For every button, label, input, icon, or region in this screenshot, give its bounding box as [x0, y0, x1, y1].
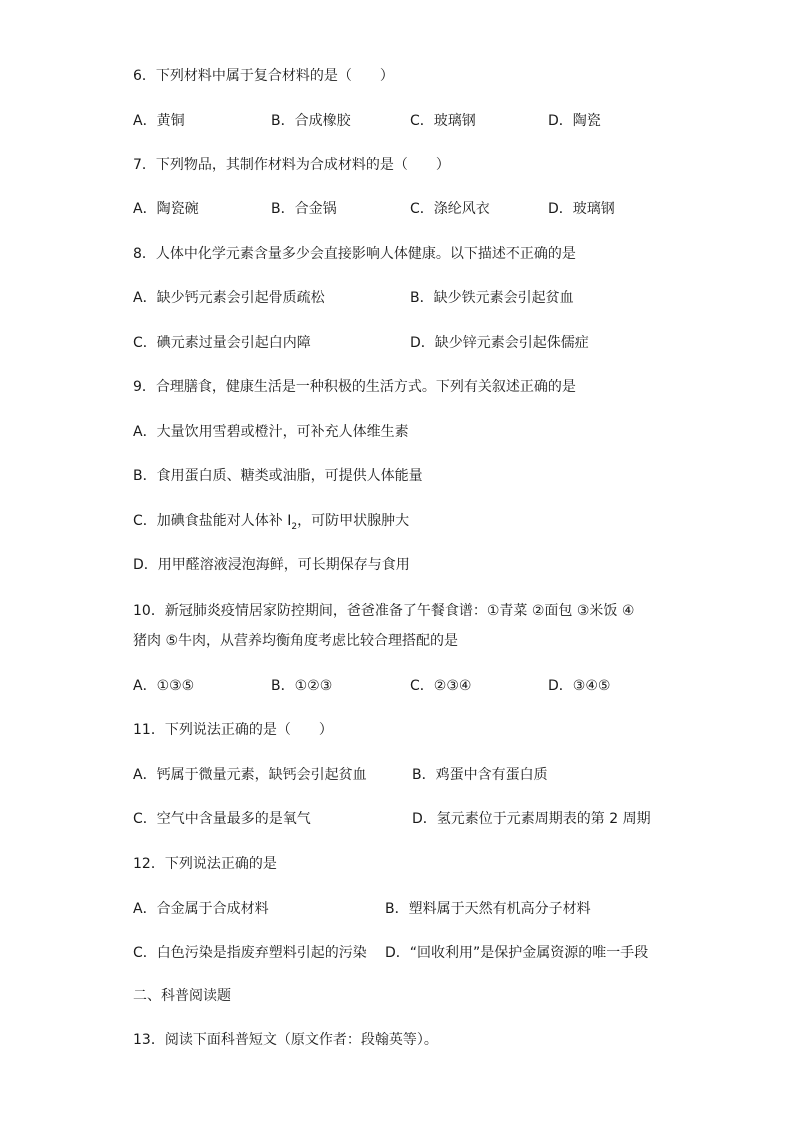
question-7-option-c: C．涤纶风衣: [410, 201, 490, 217]
question-11-option-a: A．钙属于微量元素，缺钙会引起贫血: [133, 767, 367, 783]
question-6-option-c: C．玻璃钢: [410, 113, 476, 129]
question-12-option-c: C．白色污染是指废弃塑料引起的污染: [133, 945, 367, 961]
question-12-option-a: A．合金属于合成材料: [133, 901, 269, 917]
question-13-stem: 13．阅读下面科普短文（原文作者：段翰英等）。: [133, 1032, 438, 1048]
question-8-option-a: A．缺少钙元素会引起骨质疏松: [133, 290, 325, 306]
question-11-option-b: B．鸡蛋中含有蛋白质: [412, 767, 548, 783]
question-10-stem-line-1: 10．新冠肺炎疫情居家防控期间，爸爸准备了午餐食谱：①青菜 ②面包 ③米饭 ④: [133, 603, 635, 619]
question-9-option-c: [133, 511, 409, 531]
question-6-option-b: B．合成橡胶: [271, 113, 351, 129]
question-12-option-b: B．塑料属于天然有机高分子材料: [385, 901, 591, 917]
question-9-option-a: A．大量饮用雪碧或橙汁，可补充人体维生素: [133, 424, 409, 440]
question-7-option-a: A．陶瓷碗: [133, 201, 199, 217]
question-10-option-b: B．①②③: [271, 678, 333, 694]
question-9-stem: 9．合理膳食，健康生活是一种积极的生活方式。下列有关叙述正确的是: [133, 379, 576, 395]
question-11-stem: 11．下列说法正确的是（ ）: [133, 722, 333, 738]
question-8-option-d: D．缺少锌元素会引起侏儒症: [410, 335, 589, 351]
question-9-option-d: D．用甲醛溶液浸泡海鲜，可长期保存与食用: [133, 557, 410, 573]
question-8-stem: 8．人体中化学元素含量多少会直接影响人体健康。以下描述不正确的是: [133, 246, 576, 262]
question-9-option-c-subscript: 2: [291, 521, 298, 532]
question-10-option-d: D．③④⑤: [548, 678, 611, 694]
question-10-option-c: C．②③④: [410, 678, 472, 694]
question-7-stem: 7．下列物品，其制作材料为合成材料的是（ ）: [133, 157, 450, 173]
question-7-option-d: D．玻璃钢: [548, 201, 615, 217]
question-6-stem: 6．下列材料中属于复合材料的是（ ）: [133, 68, 394, 84]
question-9-option-b: B．食用蛋白质、糖类或油脂，可提供人体能量: [133, 468, 423, 484]
question-10-option-a: A．①③⑤: [133, 678, 195, 694]
question-7-option-b: B．合金锅: [271, 201, 337, 217]
question-6-option-a: A．黄铜: [133, 113, 185, 129]
question-8-option-c: C．碘元素过量会引起白内障: [133, 335, 311, 351]
question-10-stem-line-2: 猪肉 ⑤牛肉，从营养均衡角度考虑比较合理搭配的是: [133, 633, 458, 649]
question-9-option-c-text: C．加碘食盐能对人体补 I: [133, 513, 292, 529]
question-11-option-d: D．氢元素位于元素周期表的第 2 周期: [412, 811, 651, 827]
question-12-stem: 12．下列说法正确的是: [133, 856, 277, 872]
question-11-option-c: C．空气中含量最多的是氧气: [133, 811, 311, 827]
question-9-option-c-tail: ，可防甲状腺肿大: [297, 513, 410, 529]
question-6-option-d: D．陶瓷: [548, 113, 601, 129]
question-8-option-b: B．缺少铁元素会引起贫血: [410, 290, 574, 306]
section-title: 二、科普阅读题: [133, 988, 231, 1004]
question-12-option-d: D．“回收利用”是保护金属资源的唯一手段: [385, 945, 649, 961]
